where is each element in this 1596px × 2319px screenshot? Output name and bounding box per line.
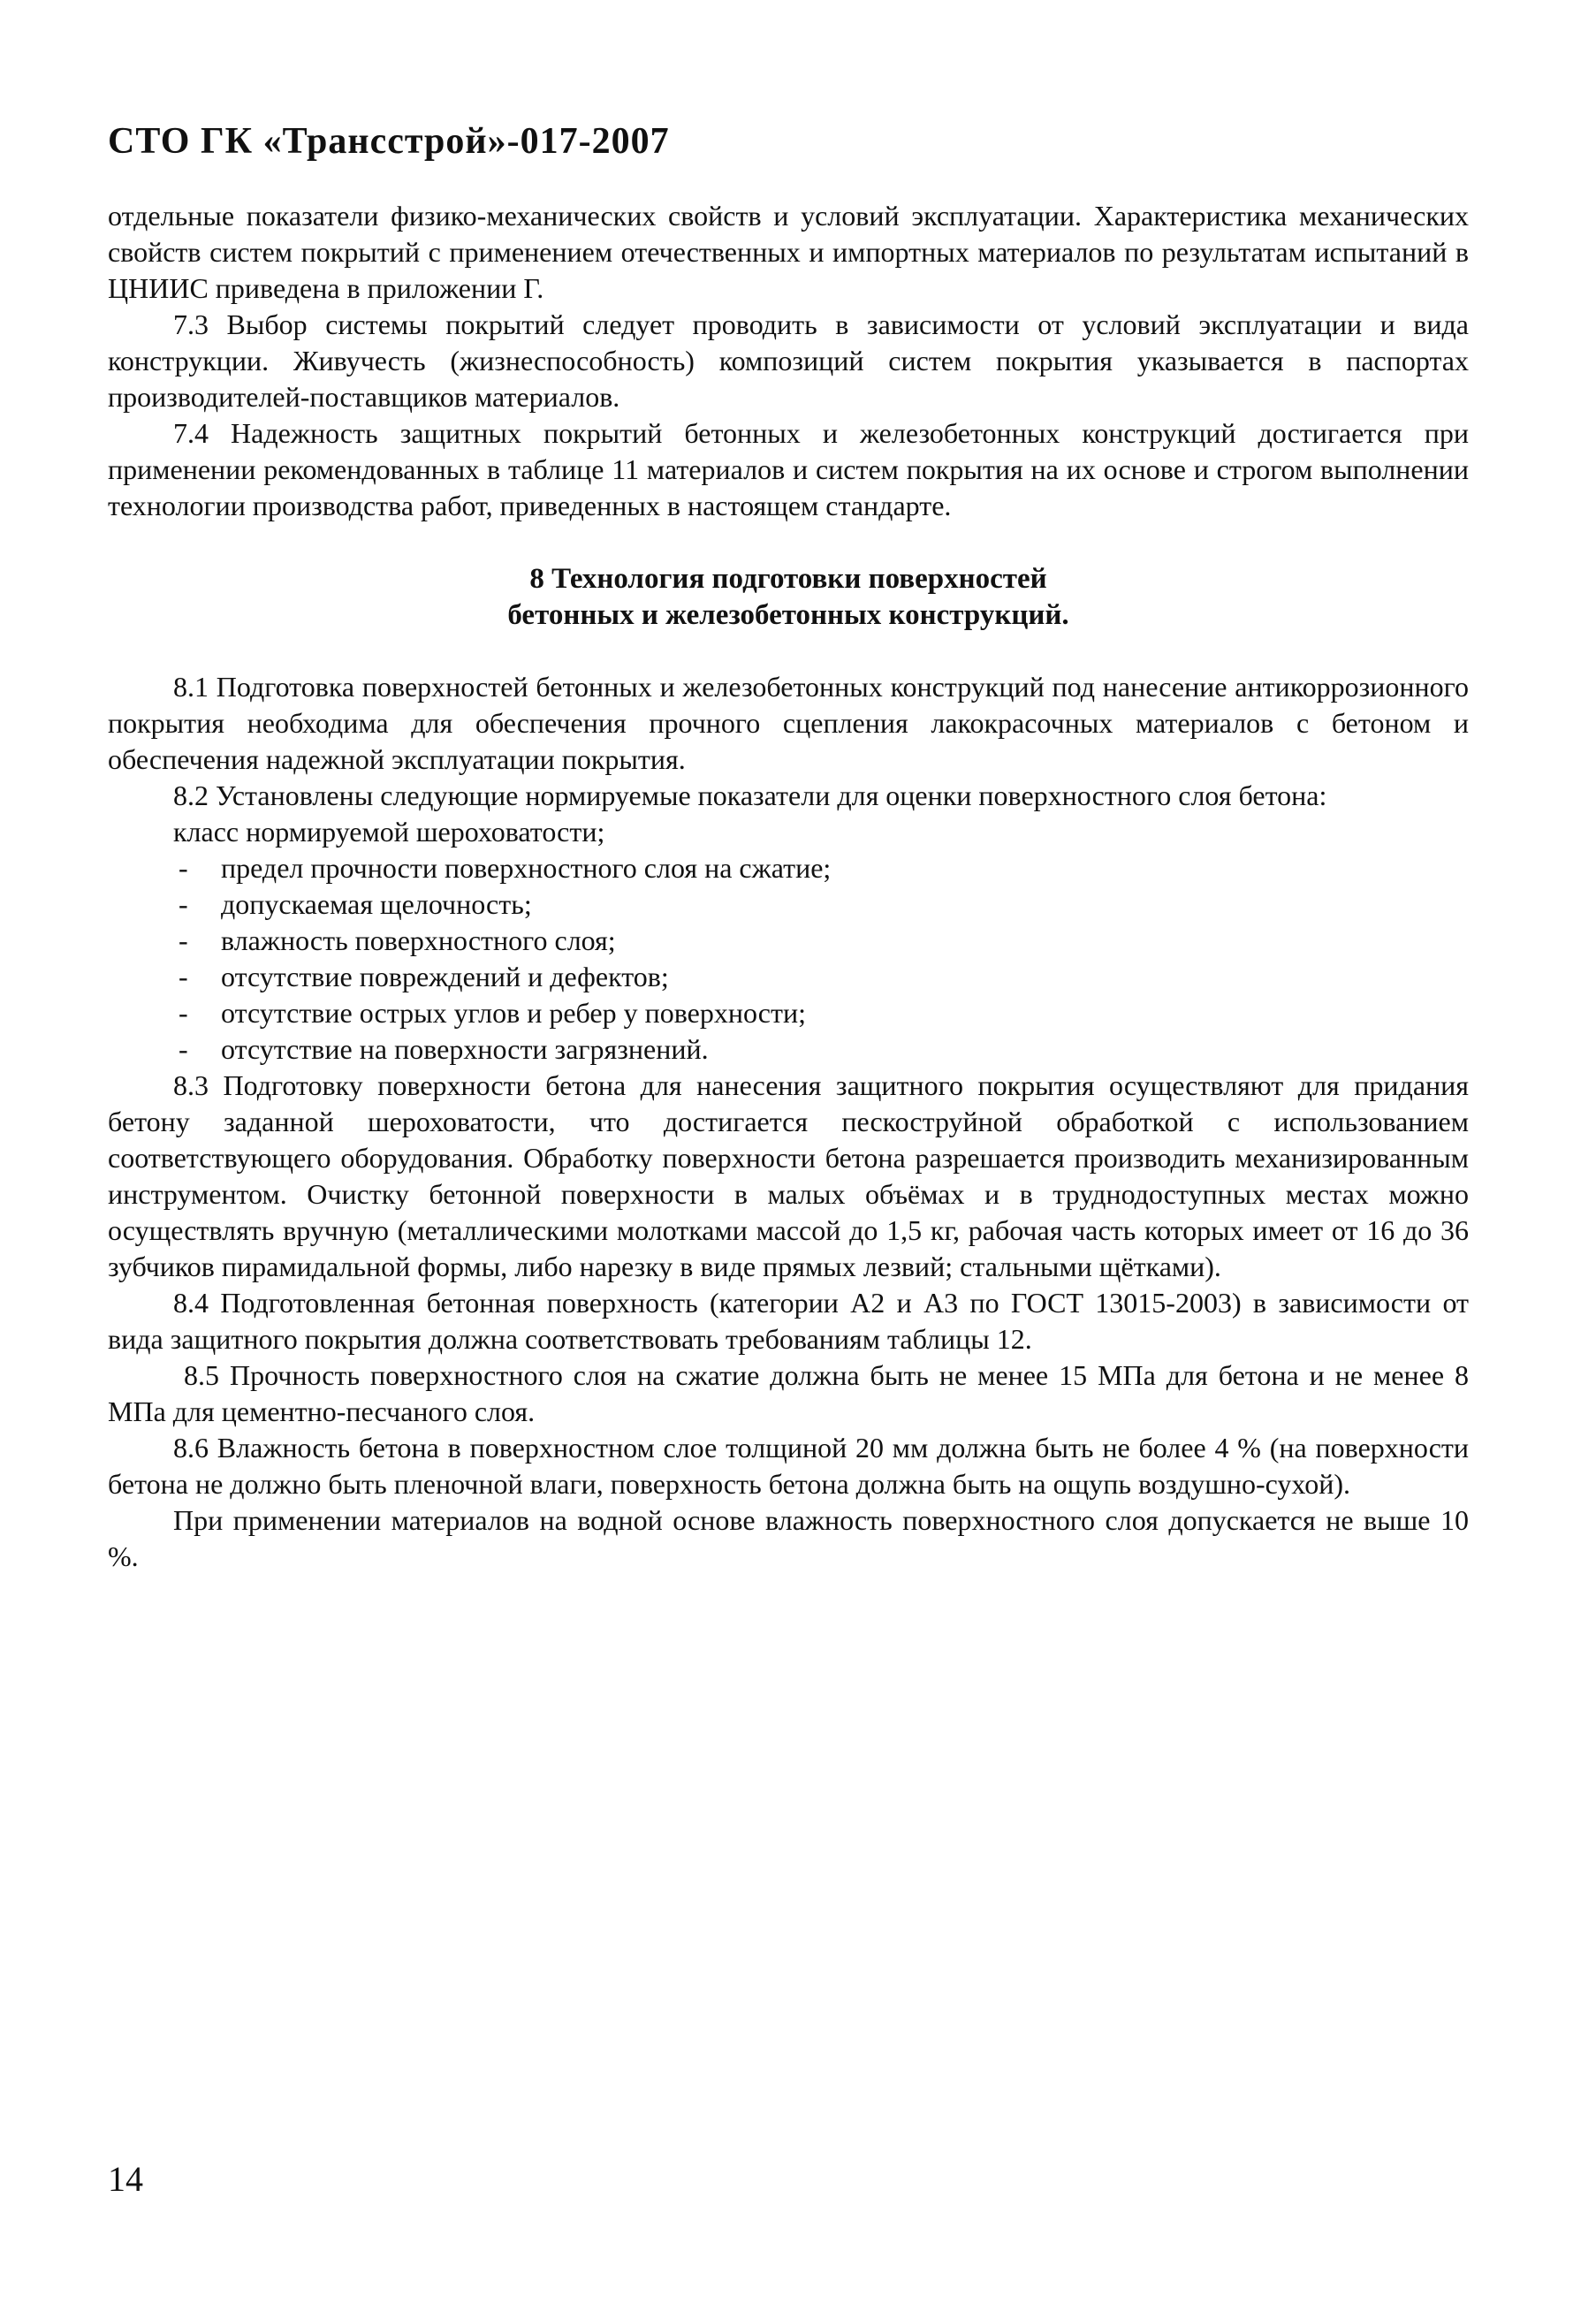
list-item [179,850,1469,886]
list-item [179,923,1469,959]
list-dash: - [179,1033,188,1065]
list-dash: - [179,888,188,920]
paragraph-8-1: 8.1 Подготовка поверхностей бетонных и железобетонных конструкций под нанесение антикоррозионного покрытия необходима для обеспечения прочного сцепления лакокрасочных материалов с бетоном и обеспечения надежной эксплуатации покрытия. [108,671,1469,775]
list-dash: - [179,961,188,992]
paragraph-8-6: 8.6 Влажность бетона в поверхностном слое толщиной 20 мм должна быть не более 4 % (на поверхности бетона не должно быть пленочной влаги, поверхность бетона должна быть на ощупь воздушно-сухой). [108,1432,1469,1500]
paragraph-8-5: 8.5 Прочность поверхностного слоя на сжатие должна быть не менее 15 МПа для бетона и не менее 8 МПа для цементно-песчаного слоя. [108,1359,1469,1427]
list-item [179,959,1469,995]
document-body [108,198,1469,1575]
page-number: 14 [108,2159,143,2199]
document-header: СТО ГК «Трансстрой»-017-2007 [108,121,670,162]
list-item-text: допускаемая щелочность; [221,888,532,920]
list-item [179,995,1469,1031]
list-item [179,1031,1469,1068]
list-item-text: предел прочности поверхностного слоя на сжатие; [221,852,832,884]
indicators-list [108,850,1469,1068]
list-item-text: отсутствие повреждений и дефектов; [221,961,669,992]
list-dash: - [179,924,188,956]
list-dash: - [179,852,188,884]
section-title-line-2: бетонных и железобетонных конструкций. [507,599,1069,631]
paragraph-continuation: отдельные показатели физико-механических свойств и условий эксплуатации. Характеристика механических свойств систем покрытий с применением отечественных и импортных материалов по результатам испытаний в ЦНИИС приведена в приложении Г. [108,200,1469,304]
list-intro: класс нормируемой шероховатости; [173,816,605,848]
list-item-text: влажность поверхностного слоя; [221,924,616,956]
paragraph-8-3: 8.3 Подготовку поверхности бетона для нанесения защитного покрытия осуществляют для придания бетону заданной шероховатости, что достигается пескоструйной обработкой с использованием соответствующего оборудования. Обработку поверхности бетона разрешается производить механизированным инструментом. Очистку бетонной поверхности в малых объёмах и в труднодоступных местах можно осуществлять вручную (металлическими молотками массой до 1,5 кг, рабочая часть которых имеет от 16 до 36 зубчиков пирамидальной формы, либо нарезку в виде прямых лезвий; стальными щётками). [108,1069,1469,1282]
list-dash: - [179,997,188,1029]
paragraph-7-4: 7.4 Надежность защитных покрытий бетонных и железобетонных конструкций достигается при применении рекомендованных в таблице 11 материалов и систем покрытия на их основе и строгом выполнении технологии производства работ, приведенных в настоящем стандарте. [108,417,1469,521]
paragraph-8-4: 8.4 Подготовленная бетонная поверхность (категории А2 и А3 по ГОСТ 13015-2003) в зависимости от вида защитного покрытия должна соответствовать требованиям таблицы 12. [108,1287,1469,1355]
paragraph-7-3: 7.3 Выбор системы покрытий следует проводить в зависимости от условий эксплуатации и вида конструкции. Живучесть (жизнеспособность) композиций систем покрытия указывается в паспортах производителей-поставщиков материалов. [108,308,1469,413]
list-item [179,886,1469,923]
list-item-text: отсутствие на поверхности загрязнений. [221,1033,709,1065]
paragraph-8-2: 8.2 Установлены следующие нормируемые показатели для оценки поверхностного слоя бетона: [173,779,1327,811]
paragraph-water-based: При применении материалов на водной основе влажность поверхностного слоя допускается не выше 10 %. [108,1504,1469,1572]
section-title-line-1: 8 Технология подготовки поверхностей [529,563,1047,595]
section-8-title [108,561,1469,634]
list-item-text: отсутствие острых углов и ребер у поверхности; [221,997,806,1029]
